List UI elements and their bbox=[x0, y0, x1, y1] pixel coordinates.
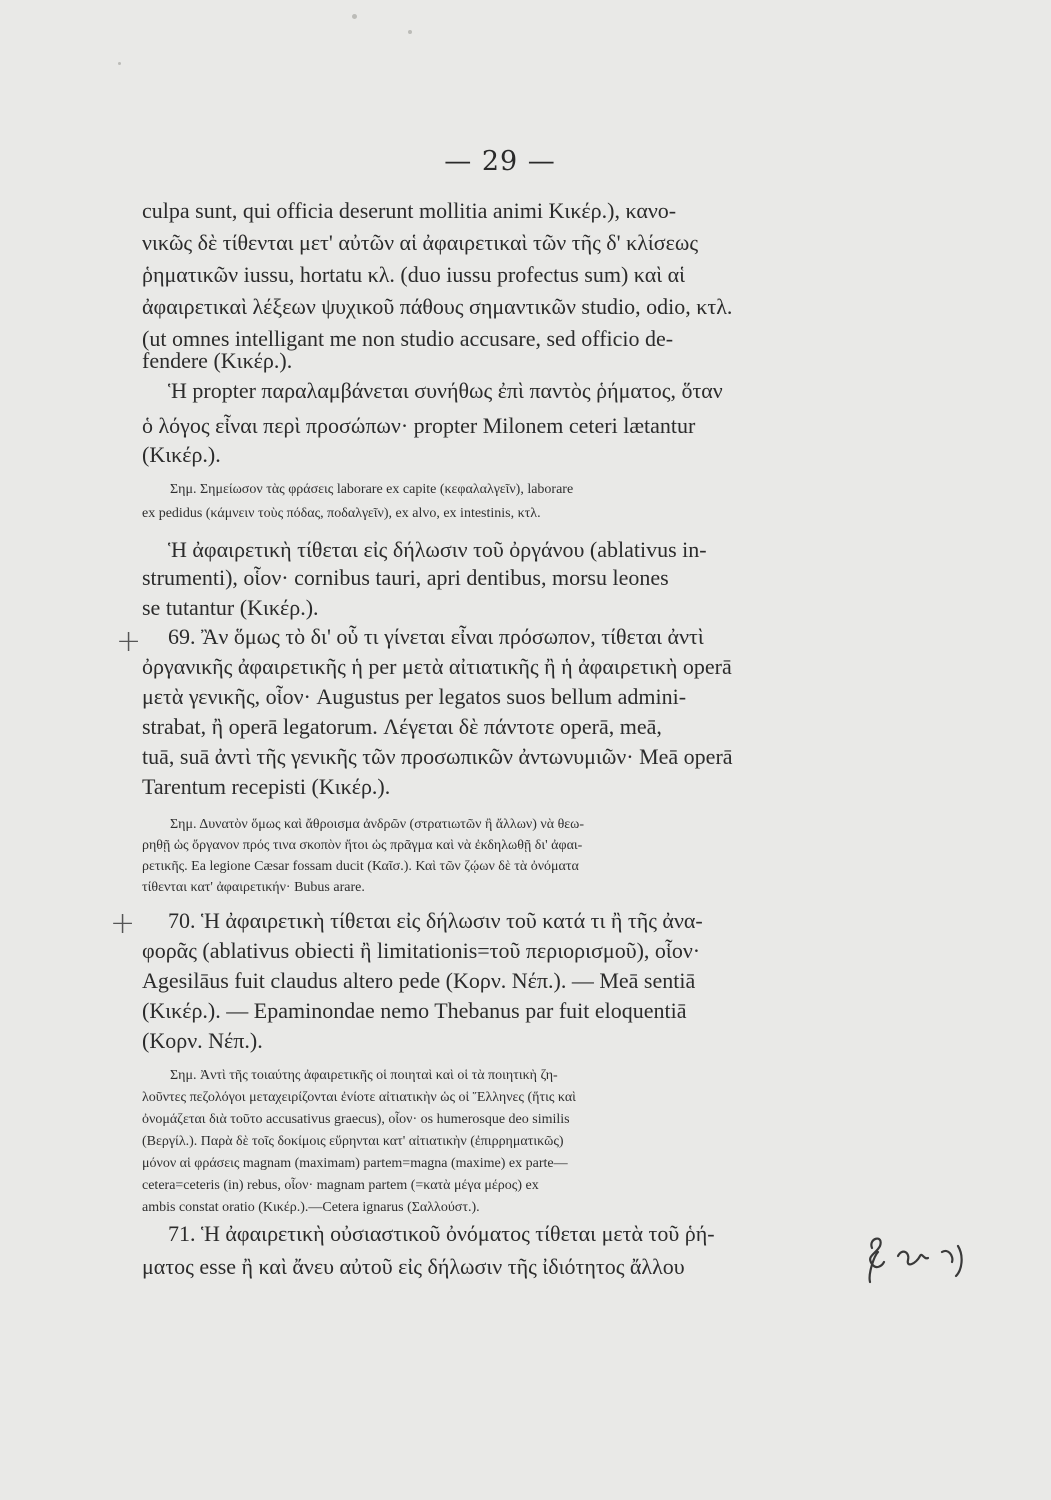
note-line: Σημ. Ἀντὶ τῆς τοιαύτης ἀφαιρετικῆς οἱ ποιηταὶ καὶ οἱ τὰ ποιητικὴ ζη- bbox=[170, 1068, 558, 1083]
text-line: tuā, suā ἀντὶ τῆς γενικῆς τῶν προσωπικῶν ἀντωνυμιῶν· Meā operā bbox=[142, 744, 733, 769]
text-line: 71. Ἡ ἀφαιρετικὴ οὐσιαστικοῦ ὀνόματος τίθεται μετὰ τοῦ ῥή- bbox=[168, 1221, 715, 1246]
text-line: ἀφαιρετικαὶ λέξεων ψυχικοῦ πάθους σημαντικῶν studio, odio, κτλ. bbox=[142, 294, 733, 319]
note-line: λοῦντες πεζολόγοι μεταχειρίζονται ἐνίοτε αἰτιατικὴν ὡς οἱ Ἕλληνες (ἥτις καὶ bbox=[142, 1090, 576, 1105]
note-line: ὀνομάζεται διὰ τοῦτο accusativus graecus), οἷον· os humerosque deo similis bbox=[142, 1112, 570, 1127]
page-number: — 29 — bbox=[444, 146, 556, 177]
text-line: culpa sunt, qui officia deserunt mollitia animi Κικέρ.), κανο- bbox=[142, 198, 677, 223]
text-line: se tutantur (Κικέρ.). bbox=[142, 595, 319, 620]
note-line: cetera=ceteris (in) rebus, οἷον· magnam partem (=κατὰ μέγα μέρος) ex bbox=[142, 1178, 539, 1193]
text-line: Agesilāus fuit claudus altero pede (Κορν. Νέπ.). — Meā sentiā bbox=[142, 968, 696, 993]
text-line: φορᾶς (ablativus obiecti ἢ limitationis=τοῦ περιορισμοῦ), οἷον· bbox=[142, 938, 701, 963]
text-line: (Κικέρ.). — Epaminondae nemo Thebanus par fuit eloquentiā bbox=[142, 998, 687, 1023]
note-line: Σημ. Σημείωσον τὰς φράσεις laborare ex capite (κεφαλαλγεῖν), laborare bbox=[170, 482, 574, 497]
text-line: ὀργανικῆς ἀφαιρετικῆς ἡ per μετὰ αἰτιατικῆς ἢ ἡ ἀφαιρετικὴ operā bbox=[142, 654, 732, 679]
note-line: ex pedidus (κάμνειν τοὺς πόδας, ποδαλγεῖν), ex alvo, ex intestinis, κτλ. bbox=[142, 506, 541, 521]
text-line: 69. Ἂν ὅμως τὸ δι' οὗ τι γίνεται εἶναι πρόσωπον, τίθεται ἀντὶ bbox=[168, 624, 704, 649]
text-line: fendere (Κικέρ.). bbox=[142, 348, 293, 373]
note-line: ambis constat oratio (Κικέρ.).—Cetera ignarus (Σαλλούστ.). bbox=[142, 1200, 480, 1215]
note-line: ρετικῆς. Ea legione Cæsar fossam ducit (Καῖσ.). Καὶ τῶν ζῴων δὲ τὰ ὀνόματα bbox=[142, 859, 579, 874]
text-line: (ut omnes intelligant me non studio accusare, sed officio de- bbox=[142, 326, 674, 351]
handwritten-note-icon bbox=[858, 1226, 988, 1286]
note-line: τίθενται κατ' ἀφαιρετικήν· Bubus arare. bbox=[142, 880, 365, 895]
text-line: strumenti), οἷον· cornibus tauri, apri dentibus, morsu leones bbox=[142, 565, 669, 590]
note-line: (Βεργίλ.). Παρὰ δὲ τοῖς δοκίμοις εὕρηνται κατ' αἰτιατικὴν (ἐπιρρηματικῶς) bbox=[142, 1134, 564, 1149]
paper-speck bbox=[408, 30, 412, 34]
text-line: ῥηματικῶν iussu, hortatu κλ. (duo iussu profectus sum) καὶ αἱ bbox=[142, 262, 686, 287]
text-line: (Κικέρ.). bbox=[142, 442, 221, 467]
text-line: 70. Ἡ ἀφαιρετικὴ τίθεται εἰς δήλωσιν τοῦ κατά τι ἢ τῆς ἀνα- bbox=[168, 908, 703, 933]
text-line: νικῶς δὲ τίθενται μετ' αὐτῶν αἱ ἀφαιρετικαὶ τῶν τῆς δ' κλίσεως bbox=[142, 230, 699, 255]
margin-cross-mark: + bbox=[110, 906, 136, 941]
paper-speck bbox=[352, 14, 357, 19]
paper-speck bbox=[118, 62, 121, 65]
text-line: Ἡ propter παραλαμβάνεται συνήθως ἐπὶ παντὸς ῥήματος, ὅταν bbox=[168, 378, 723, 403]
text-line: (Κορν. Νέπ.). bbox=[142, 1028, 263, 1053]
margin-cross-mark: + bbox=[116, 624, 142, 659]
text-line: strabat, ἢ operā legatorum. Λέγεται δὲ πάντοτε operā, meā, bbox=[142, 714, 662, 739]
text-line: μετὰ γενικῆς, οἷον· Augustus per legatos suos bellum admini- bbox=[142, 684, 687, 709]
note-line: μόνον αἱ φράσεις magnam (maximam) partem=magna (maxime) ex parte— bbox=[142, 1156, 568, 1171]
text-line: ματος esse ἢ καὶ ἄνευ αὐτοῦ εἰς δήλωσιν τῆς ἰδιότητος ἄλλου bbox=[142, 1254, 685, 1279]
text-line: Ἡ ἀφαιρετικὴ τίθεται εἰς δήλωσιν τοῦ ὀργάνου (ablativus in- bbox=[168, 537, 707, 562]
text-line: Tarentum recepisti (Κικέρ.). bbox=[142, 774, 391, 799]
text-line: ὁ λόγος εἶναι περὶ προσώπων· propter Milonem ceteri lætantur bbox=[142, 413, 696, 438]
note-line: Σημ. Δυνατὸν ὅμως καὶ ἄθροισμα ἀνδρῶν (στρατιωτῶν ἢ ἄλλων) νὰ θεω- bbox=[170, 817, 585, 832]
note-line: ρηθῇ ὡς ὄργανον πρός τινα σκοπὸν ἤτοι ὡς πρᾶγμα καὶ νὰ ἐκδηλωθῇ δι' ἀφαι- bbox=[142, 838, 583, 853]
